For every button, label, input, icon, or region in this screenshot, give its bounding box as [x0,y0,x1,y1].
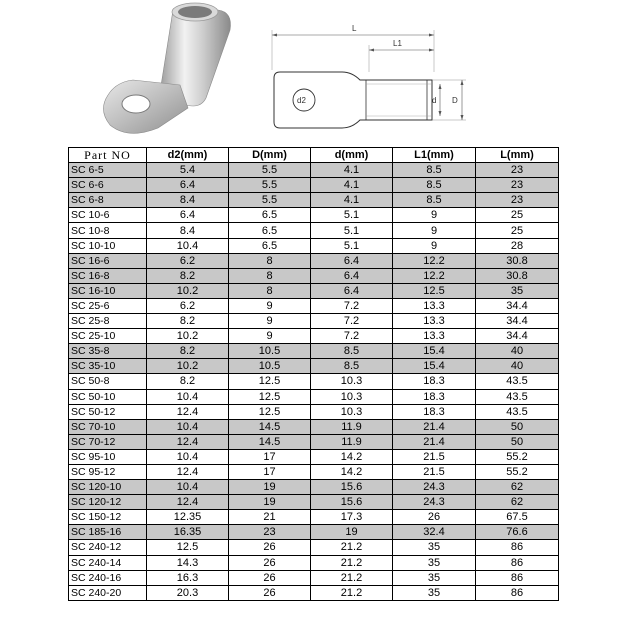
cell-d2: 12.5 [147,540,229,555]
table-row [69,359,559,374]
cell-L1: 13.3 [393,298,476,313]
cell-d: 5.1 [311,223,393,238]
cell-L: 62 [476,480,559,495]
cell-L: 35 [476,283,559,298]
cell-d2: 10.4 [147,419,229,434]
cell-part-no: SC 95-12 [69,464,147,479]
cell-L1: 8.5 [393,163,476,178]
cell-d2: 8.2 [147,374,229,389]
table-row [69,555,559,570]
cell-D: 26 [229,585,311,600]
label-d2: d2 [297,96,306,105]
cell-D: 6.5 [229,238,311,253]
cell-L1: 21.4 [393,434,476,449]
cell-L1: 35 [393,555,476,570]
cell-part-no: SC 240-16 [69,570,147,585]
header-d: d(mm) [311,148,393,163]
cell-L: 28 [476,238,559,253]
table-body [69,163,559,601]
cell-part-no: SC 16-10 [69,283,147,298]
cell-L1: 9 [393,238,476,253]
cell-L1: 15.4 [393,344,476,359]
cell-d2: 20.3 [147,585,229,600]
header-L1: L1(mm) [393,148,476,163]
cell-d2: 14.3 [147,555,229,570]
cell-d2: 8.4 [147,223,229,238]
table-row [69,389,559,404]
cell-d2: 8.2 [147,314,229,329]
table-row [69,298,559,313]
table-row [69,434,559,449]
cell-d2: 10.2 [147,283,229,298]
cell-D: 26 [229,555,311,570]
cell-part-no: SC 240-12 [69,540,147,555]
cell-part-no: SC 6-8 [69,193,147,208]
cell-L: 67.5 [476,510,559,525]
cell-d2: 10.4 [147,238,229,253]
cell-D: 17 [229,464,311,479]
cell-D: 9 [229,329,311,344]
cell-part-no: SC 240-14 [69,555,147,570]
cell-d: 21.2 [311,570,393,585]
cell-d: 17.3 [311,510,393,525]
table-row [69,223,559,238]
label-L1: L1 [393,39,402,48]
cell-d: 10.3 [311,374,393,389]
cell-L: 34.4 [476,298,559,313]
table-row [69,570,559,585]
cell-part-no: SC 240-20 [69,585,147,600]
cell-L: 86 [476,555,559,570]
cell-L: 43.5 [476,404,559,419]
cell-part-no: SC 120-12 [69,495,147,510]
cell-d: 8.5 [311,359,393,374]
cell-L: 23 [476,163,559,178]
cell-D: 26 [229,570,311,585]
cell-d: 6.4 [311,283,393,298]
cell-d2: 6.2 [147,253,229,268]
cell-d: 6.4 [311,253,393,268]
cell-D: 23 [229,525,311,540]
label-d: d [432,96,437,105]
cell-L1: 32.4 [393,525,476,540]
cell-D: 12.5 [229,404,311,419]
cell-part-no: SC 95-10 [69,449,147,464]
table-row [69,163,559,178]
cell-d2: 6.4 [147,178,229,193]
cell-D: 26 [229,540,311,555]
cell-part-no: SC 50-8 [69,374,147,389]
cell-d: 14.2 [311,449,393,464]
cell-D: 5.5 [229,178,311,193]
cell-d2: 10.4 [147,449,229,464]
cell-part-no: SC 16-6 [69,253,147,268]
cell-L1: 35 [393,585,476,600]
label-L: L [352,24,357,33]
cell-D: 5.5 [229,193,311,208]
cell-d2: 6.4 [147,208,229,223]
cell-L: 25 [476,208,559,223]
cell-d2: 16.35 [147,525,229,540]
cell-L: 86 [476,570,559,585]
cell-part-no: SC 10-6 [69,208,147,223]
dimension-drawing [262,20,477,140]
cell-D: 5.5 [229,163,311,178]
cell-L: 50 [476,419,559,434]
cell-L1: 9 [393,223,476,238]
cell-L: 34.4 [476,329,559,344]
table-row [69,374,559,389]
cell-L1: 26 [393,510,476,525]
cell-L1: 9 [393,208,476,223]
cell-L: 43.5 [476,374,559,389]
cell-d2: 12.4 [147,464,229,479]
cell-L1: 21.5 [393,449,476,464]
table-row [69,283,559,298]
cell-d: 21.2 [311,555,393,570]
cell-part-no: SC 70-12 [69,434,147,449]
cell-d: 10.3 [311,389,393,404]
cell-part-no: SC 25-6 [69,298,147,313]
cell-d: 4.1 [311,163,393,178]
cell-L: 40 [476,359,559,374]
cell-L: 86 [476,540,559,555]
table-row [69,344,559,359]
spec-table [68,147,559,601]
cell-L1: 35 [393,540,476,555]
cell-L1: 35 [393,570,476,585]
header-D: D(mm) [229,148,311,163]
table-header-row [69,148,559,163]
cell-d: 10.3 [311,404,393,419]
cell-d: 5.1 [311,238,393,253]
table-row [69,495,559,510]
cell-L1: 12.2 [393,268,476,283]
table-row [69,268,559,283]
cell-d: 11.9 [311,434,393,449]
cell-d: 8.5 [311,344,393,359]
cell-D: 12.5 [229,389,311,404]
cell-d: 19 [311,525,393,540]
cell-d2: 8.2 [147,268,229,283]
table-row [69,540,559,555]
cell-L: 30.8 [476,253,559,268]
cell-part-no: SC 6-6 [69,178,147,193]
cell-L: 25 [476,223,559,238]
cell-part-no: SC 25-8 [69,314,147,329]
cell-D: 14.5 [229,419,311,434]
cell-L1: 12.5 [393,283,476,298]
table-row [69,238,559,253]
cell-L: 23 [476,178,559,193]
cell-L: 86 [476,585,559,600]
cell-part-no: SC 120-10 [69,480,147,495]
cell-d: 14.2 [311,464,393,479]
cell-d2: 12.4 [147,434,229,449]
cell-L1: 18.3 [393,374,476,389]
cell-part-no: SC 25-10 [69,329,147,344]
cell-D: 6.5 [229,223,311,238]
cell-d: 4.1 [311,178,393,193]
cell-L1: 13.3 [393,314,476,329]
cell-d2: 6.2 [147,298,229,313]
cell-D: 19 [229,480,311,495]
cell-d2: 10.2 [147,359,229,374]
cell-L1: 8.5 [393,178,476,193]
table-row [69,329,559,344]
header-d2: d2(mm) [147,148,229,163]
cell-L1: 8.5 [393,193,476,208]
table-row [69,253,559,268]
cell-part-no: SC 6-5 [69,163,147,178]
cell-L1: 15.4 [393,359,476,374]
cell-L: 55.2 [476,449,559,464]
cell-D: 6.5 [229,208,311,223]
cell-D: 17 [229,449,311,464]
table-row [69,314,559,329]
table-row [69,404,559,419]
cell-d: 5.1 [311,208,393,223]
cell-L: 30.8 [476,268,559,283]
cell-d: 21.2 [311,540,393,555]
cell-part-no: SC 16-8 [69,268,147,283]
cell-L1: 24.3 [393,495,476,510]
cell-D: 21 [229,510,311,525]
cell-d2: 16.3 [147,570,229,585]
cell-L: 43.5 [476,389,559,404]
table-row [69,419,559,434]
cell-d: 21.2 [311,585,393,600]
cell-L: 55.2 [476,464,559,479]
cell-L: 34.4 [476,314,559,329]
cell-D: 9 [229,314,311,329]
cell-L1: 18.3 [393,389,476,404]
table-row [69,193,559,208]
table-row [69,585,559,600]
cell-D: 10.5 [229,359,311,374]
cell-L1: 24.3 [393,480,476,495]
header-part-no: Part NO [69,148,147,163]
table-row [69,208,559,223]
cell-d: 15.6 [311,495,393,510]
cell-L: 23 [476,193,559,208]
table-row [69,525,559,540]
cell-part-no: SC 10-8 [69,223,147,238]
cell-part-no: SC 35-8 [69,344,147,359]
table-row [69,464,559,479]
table-row [69,178,559,193]
cell-d: 7.2 [311,314,393,329]
cell-d: 7.2 [311,298,393,313]
table-row [69,480,559,495]
cell-part-no: SC 150-12 [69,510,147,525]
cell-D: 14.5 [229,434,311,449]
cell-L1: 18.3 [393,404,476,419]
cell-D: 10.5 [229,344,311,359]
cell-L1: 12.2 [393,253,476,268]
cell-L: 50 [476,434,559,449]
cell-d2: 12.35 [147,510,229,525]
cell-d: 11.9 [311,419,393,434]
cell-L1: 21.4 [393,419,476,434]
cell-d2: 8.2 [147,344,229,359]
cell-D: 8 [229,283,311,298]
cell-d2: 10.4 [147,480,229,495]
table-row [69,449,559,464]
cell-D: 12.5 [229,374,311,389]
cell-L: 62 [476,495,559,510]
cell-d: 7.2 [311,329,393,344]
cell-part-no: SC 10-10 [69,238,147,253]
cell-d2: 10.4 [147,389,229,404]
cell-L1: 13.3 [393,329,476,344]
cell-d: 4.1 [311,193,393,208]
header-L: L(mm) [476,148,559,163]
cell-d: 15.6 [311,480,393,495]
label-D: D [452,96,458,105]
cell-d: 6.4 [311,268,393,283]
cable-lug-photo [88,0,238,140]
cell-part-no: SC 50-12 [69,404,147,419]
cell-d2: 10.2 [147,329,229,344]
cell-L: 40 [476,344,559,359]
cell-L1: 21.5 [393,464,476,479]
cell-D: 9 [229,298,311,313]
cell-L: 76.6 [476,525,559,540]
cell-part-no: SC 50-10 [69,389,147,404]
cell-D: 8 [229,268,311,283]
cell-part-no: SC 70-10 [69,419,147,434]
cell-D: 8 [229,253,311,268]
cell-d2: 12.4 [147,495,229,510]
cell-d2: 12.4 [147,404,229,419]
cell-d2: 8.4 [147,193,229,208]
cell-part-no: SC 185-16 [69,525,147,540]
cell-D: 19 [229,495,311,510]
cell-part-no: SC 35-10 [69,359,147,374]
table-row [69,510,559,525]
cell-d2: 5.4 [147,163,229,178]
